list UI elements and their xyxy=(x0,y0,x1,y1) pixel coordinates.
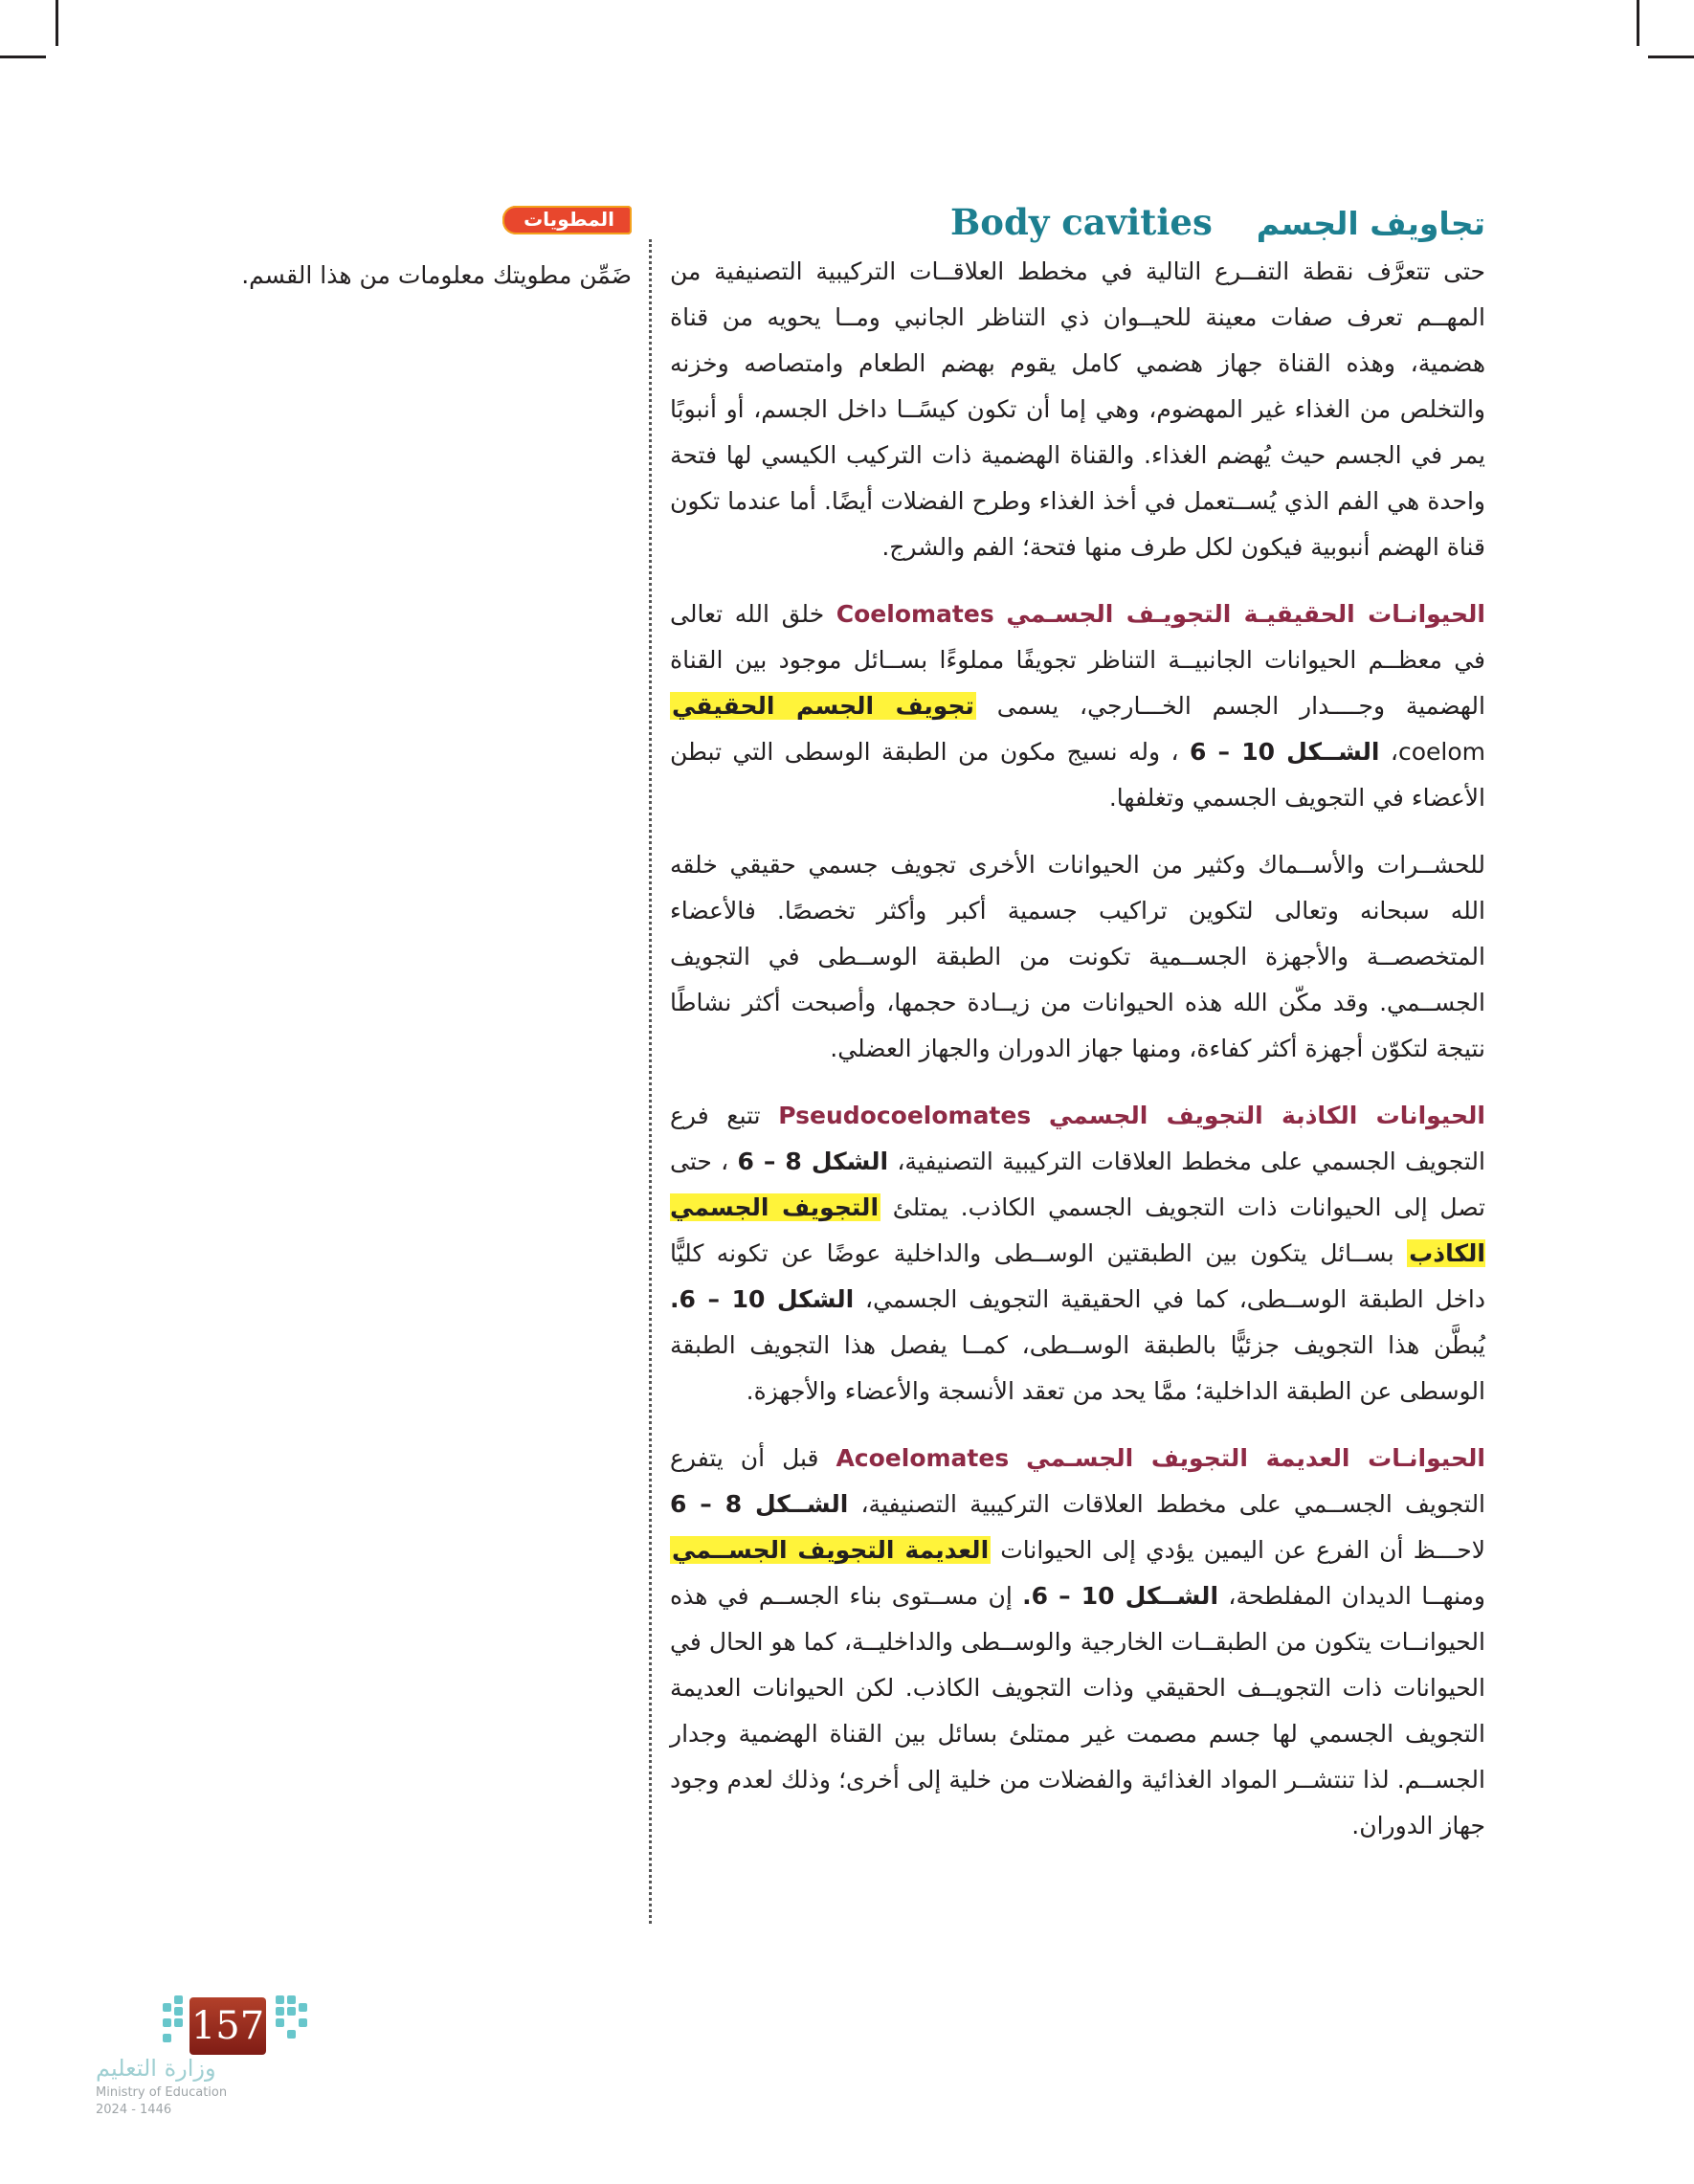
paragraph-pseudocoelomates xyxy=(670,1093,1485,1415)
paragraph-coelomates xyxy=(670,591,1485,821)
paragraph-acoelomates xyxy=(670,1436,1485,1849)
body-text: خلق الله تعالى في معظــم الحيوانات الجانبيــة التناظر تجويفًا مملوءًا بســائل موجود بين القناة الهضمية وجــــدار الجسم الخـــارجي، يسمى xyxy=(670,600,1485,720)
page-footer xyxy=(96,1986,325,2129)
highlighted-term: تجويف الجسم الحقيقي xyxy=(672,692,974,720)
crop-mark xyxy=(1637,0,1639,46)
page-number: 157 xyxy=(189,1997,266,2055)
body-text: تتبع فرع التجويف الجسمي على مخطط العلاقات التركيبية التصنيفية، xyxy=(670,1102,1485,1175)
body-text: يُبطَّن هذا التجويف جزئيًّا بالطبقة الوســطى، كمــا يفصل هذا التجويف الطبقة الوسطى عن الطبقة الداخلية؛ ممَّا يحد من تعقد الأنسجة والأعضاء والأجهزة. xyxy=(670,1331,1485,1405)
foldables-badge: المطويات xyxy=(502,206,632,234)
body-text: إن مســتوى بناء الجســم في هذه الحيوانــات يتكون من الطبقــات الخارجية والوســطى والداخليــة، كما هو الحال في الحيوانات ذات التجويــف الحقيقي وذات التجويف الكاذب. لكن الحيوانات العديمة التجويف الجسمي لها جسم مصمت غير ممتلئ بسائل بين القناة الهضمية وجدار الجســم. لذا تنتشــر المواد الغذائية والفضلات من خلية إلى أخرى؛ وذلك لعدم وجود جهاز الدوران. xyxy=(670,1582,1485,1839)
body-text: لاحـــظ أن الفرع عن اليمين يؤدي إلى الحيوانات xyxy=(1000,1536,1485,1564)
figure-reference: الشــكل 8 – 6 xyxy=(670,1490,849,1518)
ministry-name-arabic: وزارة التعليم xyxy=(96,2055,216,2082)
heading-pseudocoelomates-en: Pseudocoelomates xyxy=(778,1102,1032,1129)
edition-year: 2024 - 1446 xyxy=(96,2103,172,2117)
foldables-instruction: ضَمِّن مطويتك معلومات من هذا القسم. xyxy=(241,261,632,289)
figure-reference: الشكل 8 – 6 xyxy=(737,1148,889,1175)
body-text: ومنهــا الديدان المفلطحة، xyxy=(1228,1582,1485,1610)
ministry-name-english: Ministry of Education xyxy=(96,2085,228,2100)
paragraph-intro: حتى تتعرَّف نقطة التفــرع التالية في مخطط العلاقــات التركيبية التصنيفية من المهــم تعرف صفات معينة للحيــوان ذي التناظر الجانبي ومــا يحويه من قناة هضمية، وهذه القناة جهاز هضمي كامل يقوم بهضم الطعام وامتصاصه وخزنه والتخلص من الغذاء غير المهضوم، وهي إما أن تكون كيسًــا داخل الجسم، أو أنبوبًا يمر في الجسم حيث يُهضم الغذاء. والقناة الهضمية ذات التركيب الكيسي لها فتحة واحدة هي الفم الذي يُســتعمل في أخذ الغذاء وطرح الفضلات أيضًا. أما عندما تكون قناة الهضم أنبوبية فيكون لكل طرف منها فتحة؛ الفم والشرج. xyxy=(670,257,1485,561)
body-text: ، حتى تصل إلى الحيوانات ذات التجويف الجسمي الكاذب. يمتلئ xyxy=(670,1148,1485,1221)
body-text: قبل أن يتفرع التجويف الجســمي على مخطط العلاقات التركيبية التصنيفية، xyxy=(670,1444,1486,1518)
heading-pseudocoelomates-ar: الحيوانات الكاذبة التجويف الجسمي xyxy=(1048,1102,1485,1129)
figure-reference: الشكل 10 – 6. xyxy=(670,1285,855,1313)
column-divider xyxy=(649,239,652,1924)
main-column xyxy=(670,201,1485,1870)
body-text: بســائل يتكون بين الطبقتين الوســطى والداخلية عوضًا عن تكونه كليًّا داخل الطبقة الوســطى، كما في الحقيقية التجويف الجسمي، xyxy=(670,1239,1485,1313)
heading-acoelomates-en: Acoelomates xyxy=(836,1444,1010,1472)
highlighted-term: العديمة التجويف الجســمي xyxy=(672,1536,990,1564)
crop-mark xyxy=(0,56,46,58)
body-text: ، وله نسيج مكون من الطبقة الوسطى التي تبطن الأعضاء في التجويف الجسمي وتغلفها. xyxy=(670,738,1485,812)
section-title-english: Body cavities xyxy=(950,201,1213,243)
figure-reference: الشــكل 10 – 6 xyxy=(1190,738,1380,766)
figure-reference: الشــكل 10 – 6. xyxy=(1022,1582,1219,1610)
section-title-arabic: تجاويف الجسم xyxy=(1256,205,1485,242)
paragraph-coelom-benefits: للحشــرات والأســماك وكثير من الحيوانات الأخرى تجويف جسمي حقيقي خلقه الله سبحانه وتعالى لتكوين تراكيب جسمية أكبر وأكثر تخصصًا. فالأعضاء المتخصصــة والأجهزة الجســمية تكونت من الطبقة الوســطى في التجويف الجســمي. وقد مكّن الله هذه الحيوانات من زيــادة حجمها، وأصبحت أكثر نشاطًا نتيجة لتكوّن أجهزة أكثر كفاءة، ومنها جهاز الدوران والجهاز العضلي. xyxy=(670,851,1485,1062)
crop-mark xyxy=(1648,56,1694,58)
heading-acoelomates-ar: الحيوانـات العديمة التجويف الجسـمي xyxy=(1026,1444,1485,1472)
highlighted-term: التجويف الجسمي الكاذب xyxy=(670,1193,1485,1267)
crop-mark xyxy=(56,0,58,46)
body-text: coelom، xyxy=(1390,738,1486,766)
heading-coelomates-en: Coelomates xyxy=(836,600,994,628)
heading-coelomates-ar: الحيوانـات الحقيقيـة التجويـف الجسـمي xyxy=(1006,600,1485,628)
section-title xyxy=(670,201,1485,243)
